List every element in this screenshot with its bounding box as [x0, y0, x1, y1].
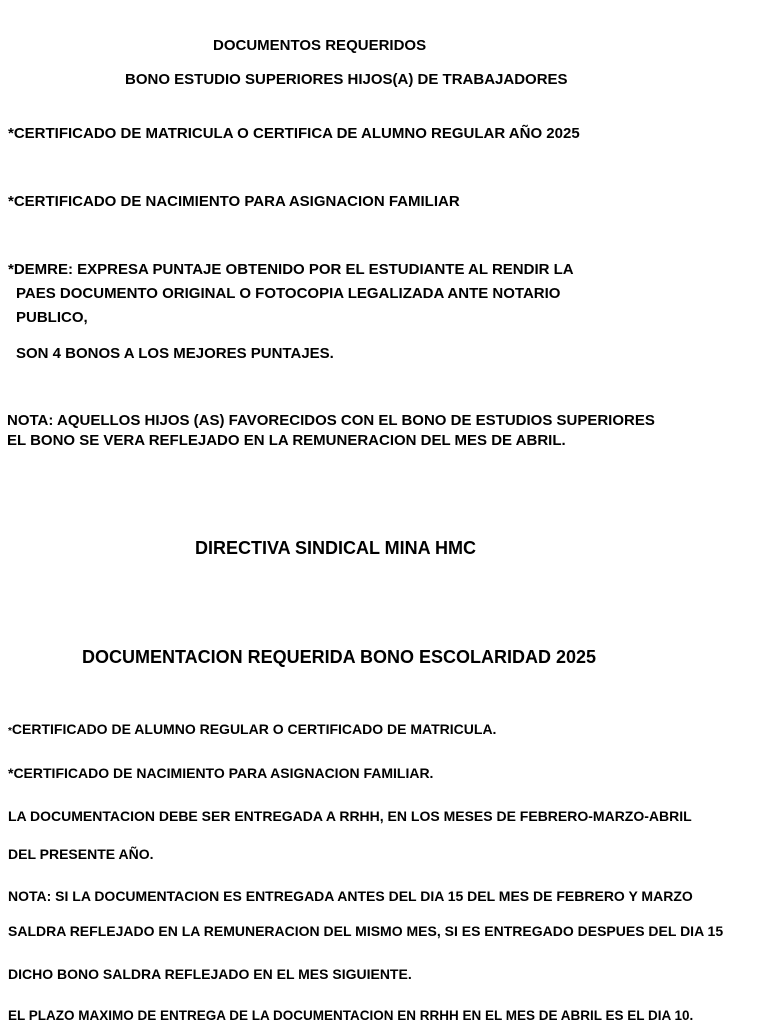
section1-item-3-line-1: *DEMRE: EXPRESA PUNTAJE OBTENIDO POR EL ESTUDIANTE AL RENDIR LA [8, 261, 574, 278]
section2-deadline: EL PLAZO MAXIMO DE ENTREGA DE LA DOCUMENTACION EN RRHH EN EL MES DE ABRIL ES EL DIA 10. [8, 1008, 694, 1023]
section2-nota-line-2: SALDRA REFLEJADO EN LA REMUNERACION DEL MISMO MES, SI ES ENTREGADO DESPUES DEL DIA 15 [8, 923, 724, 939]
section1-item-3-line-2: PAES DOCUMENTO ORIGINAL O FOTOCOPIA LEGALIZADA ANTE NOTARIO [16, 285, 561, 302]
section2-item-1-bullet: * [8, 726, 12, 737]
section2-nota-line-3: DICHO BONO SALDRA REFLEJADO EN EL MES SIGUIENTE. [8, 966, 412, 982]
section2-delivery-line-1: LA DOCUMENTACION DEBE SER ENTREGADA A RRHH, EN LOS MESES DE FEBRERO-MARZO-ABRIL [8, 808, 692, 824]
section1-subtitle: BONO ESTUDIO SUPERIORES HIJOS(A) DE TRABAJADORES [125, 71, 568, 88]
signature: DIRECTIVA SINDICAL MINA HMC [195, 538, 476, 558]
section2-nota-line-1: NOTA: SI LA DOCUMENTACION ES ENTREGADA ANTES DEL DIA 15 DEL MES DE FEBRERO Y MARZO [8, 888, 693, 904]
section1-bonos-note: SON 4 BONOS A LOS MEJORES PUNTAJES. [16, 345, 334, 362]
section2-item-1 [8, 721, 496, 738]
section2-item-2: *CERTIFICADO DE NACIMIENTO PARA ASIGNACION FAMILIAR. [8, 765, 434, 781]
section1-nota-line-2: EL BONO SE VERA REFLEJADO EN LA REMUNERACION DEL MES DE ABRIL. [7, 432, 566, 449]
section1-title: DOCUMENTOS REQUERIDOS [213, 37, 427, 54]
section1-nota-line-1: NOTA: AQUELLOS HIJOS (AS) FAVORECIDOS CON EL BONO DE ESTUDIOS SUPERIORES [7, 412, 655, 429]
section1-item-3-line-3: PUBLICO, [16, 309, 88, 326]
section2-title: DOCUMENTACION REQUERIDA BONO ESCOLARIDAD 2025 [82, 647, 597, 667]
section1-item-2: *CERTIFICADO DE NACIMIENTO PARA ASIGNACION FAMILIAR [8, 193, 460, 210]
section2-item-1-text: CERTIFICADO DE ALUMNO REGULAR O CERTIFICADO DE MATRICULA. [11, 721, 497, 737]
section1-item-1: *CERTIFICADO DE MATRICULA O CERTIFICA DE ALUMNO REGULAR AÑO 2025 [8, 125, 580, 142]
section2-delivery-line-2: DEL PRESENTE AÑO. [8, 846, 154, 862]
